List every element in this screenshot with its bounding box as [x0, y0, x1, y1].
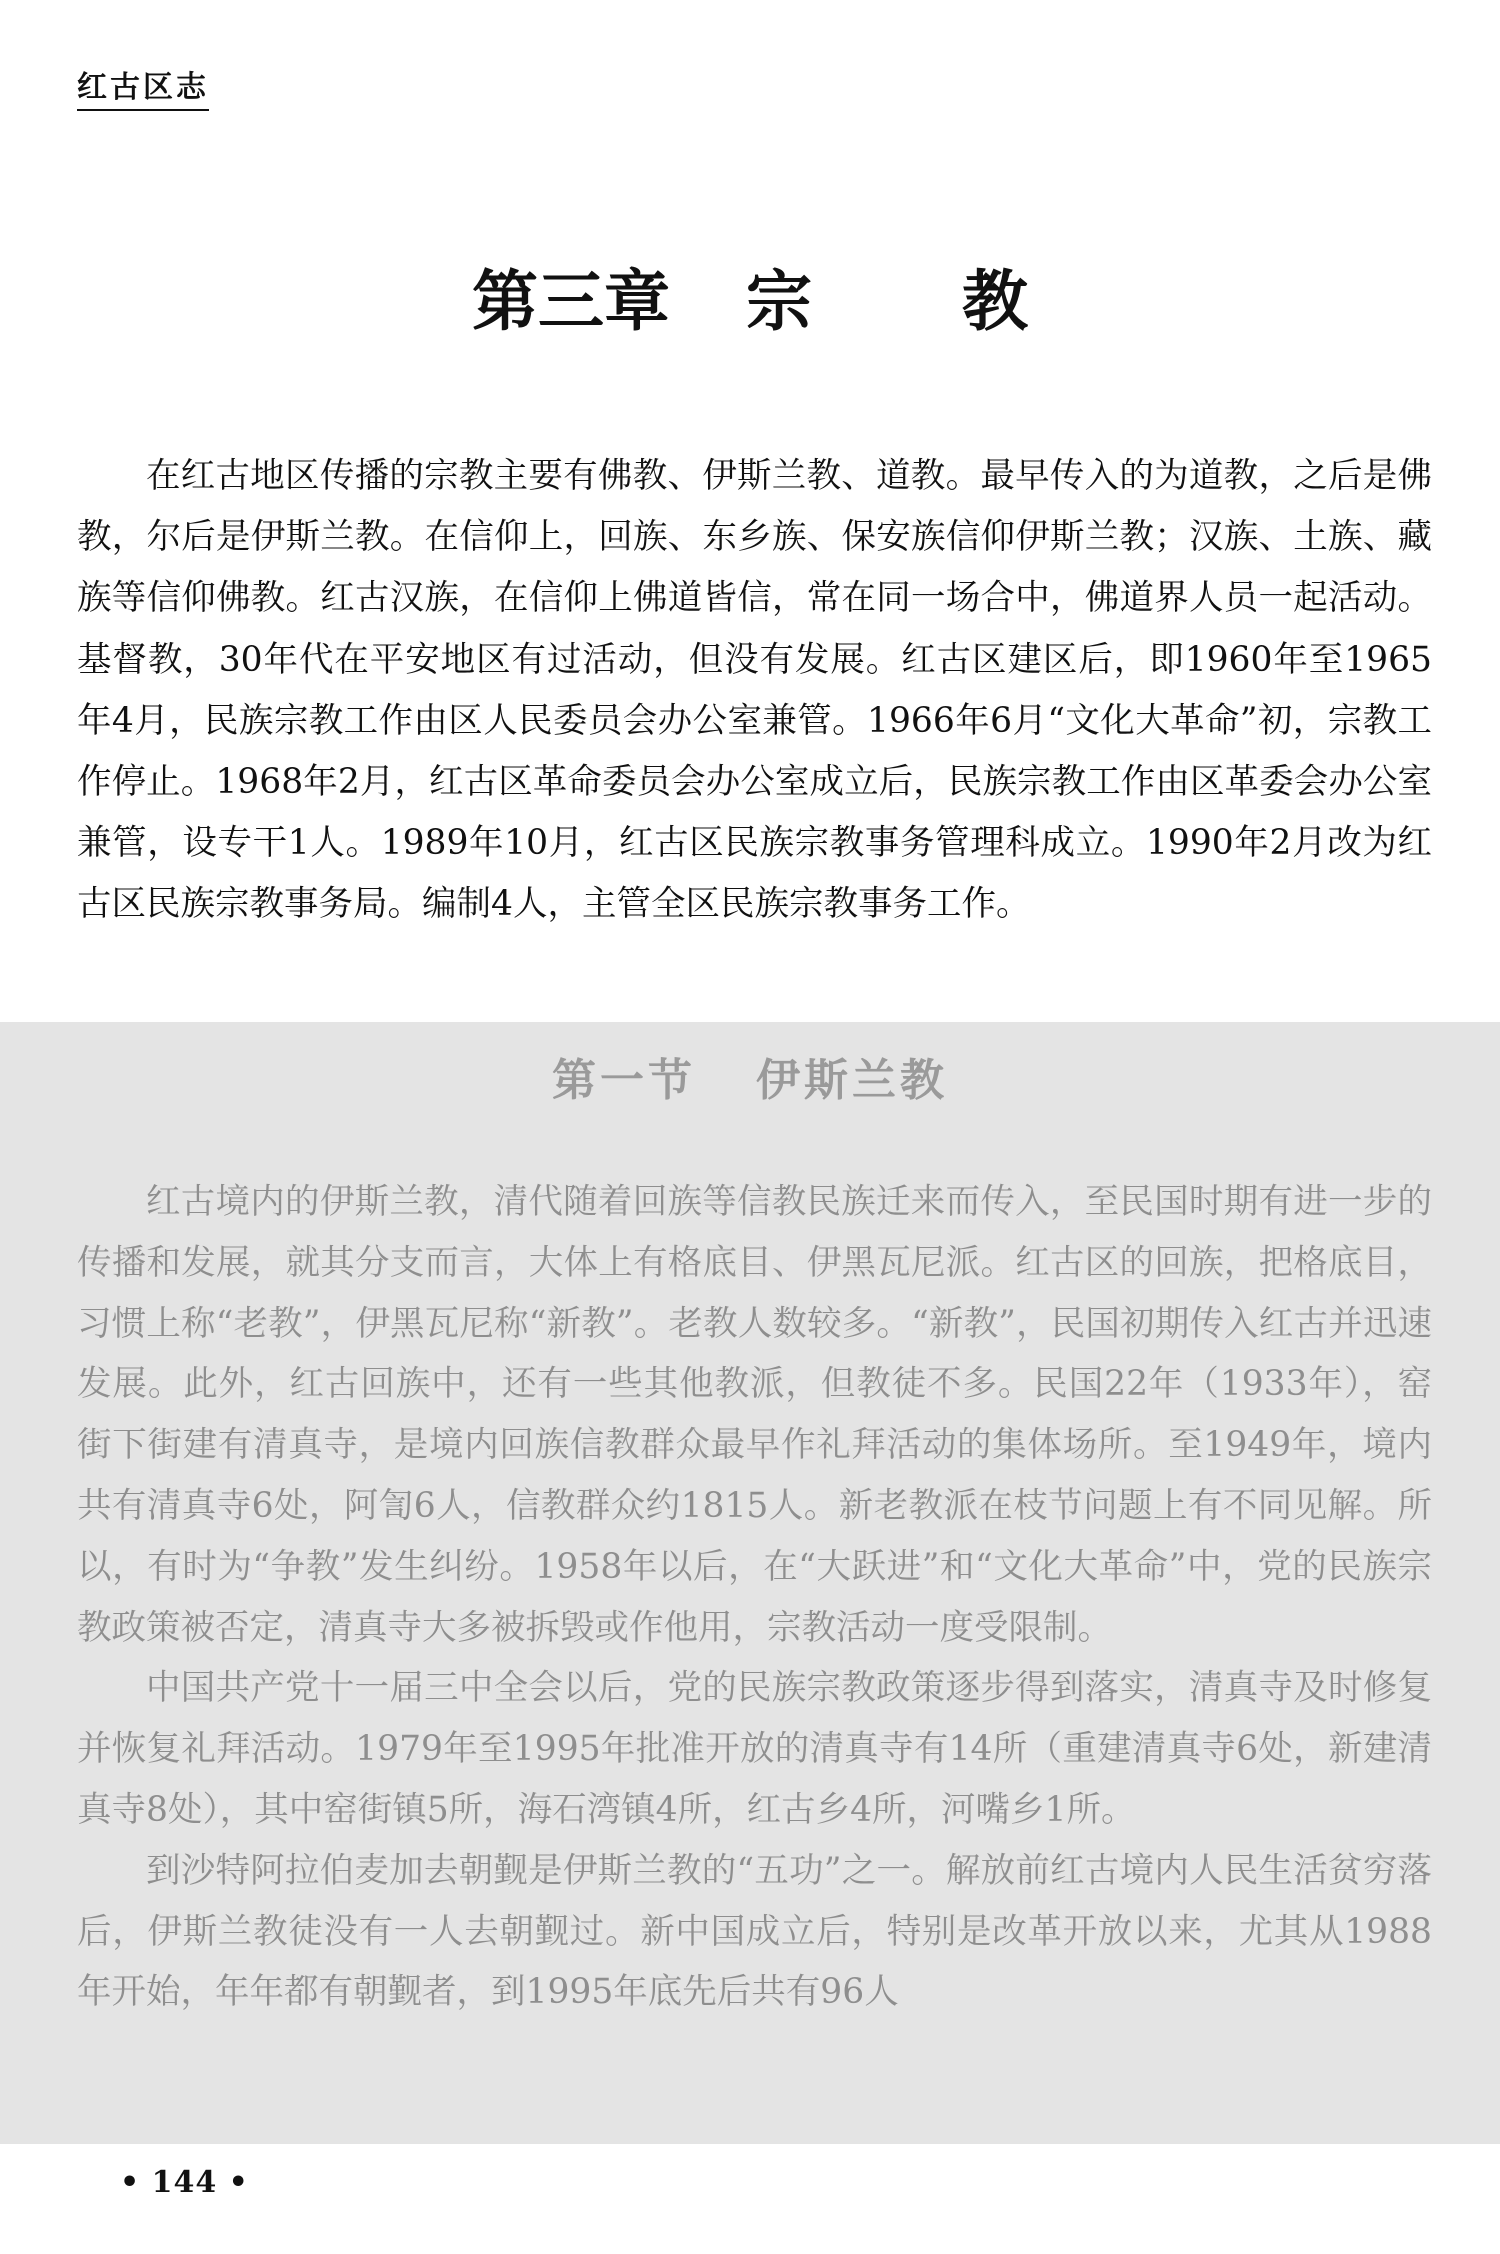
chapter-title-word-2: 教 — [962, 262, 1028, 340]
chapter-number: 第三章 — [472, 262, 670, 340]
section-paragraph: 红古境内的伊斯兰教，清代随着回族等信教民族迁来而传入，至民国时期有进一步的传播和发展，就其分支而言，大体上有格底目、伊黑瓦尼派。红古区的回族，把格底目，习惯上称“老教”，伊黑瓦尼称“新教”。老教人数较多。“新教”，民国初期传入红古并迅速发展。此外，红古回族中，还有一些其他教派，但教徒不多。民国22年（1933年），窑街下街建有清真寺，是境内回族信教群众最早作礼拜活动的集体场所。至1949年，境内共有清真寺6处，阿訇6人，信教群众约1815人。新老教派在枝节问题上有不同见解。所以，有时为“争教”发生纠纷。1958年以后，在“大跃进”和“文化大革命”中，党的民族宗教政策被否定，清真寺大多被拆毁或作他用，宗教活动一度受限制。 — [77, 1182, 1432, 1648]
page-number: • 144 • — [120, 2165, 249, 2200]
section-title — [0, 1052, 1500, 1109]
running-header: 红古区志 — [77, 70, 209, 111]
section-title-word: 伊斯兰教 — [756, 1055, 948, 1106]
section-paragraph: 到沙特阿拉伯麦加去朝觐是伊斯兰教的“五功”之一。解放前红古境内人民生活贫穷落后，伊斯兰教徒没有一人去朝觐过。新中国成立后，特别是改革开放以来，尤其从1988年开始，年年都有朝觐者，到1995年底先后共有96人 — [77, 1850, 1432, 2013]
section-number: 第一节 — [552, 1055, 696, 1106]
chapter-intro-paragraph: 在红古地区传播的宗教主要有佛教、伊斯兰教、道教。最早传入的为道教，之后是佛教，尔后是伊斯兰教。在信仰上，回族、东乡族、保安族信仰伊斯兰教；汉族、土族、藏族等信仰佛教。红古汉族，在信仰上佛道皆信，常在同一场合中，佛道界人员一起活动。基督教，30年代在平安地区有过活动，但没有发展。红古区建区后，即1960年至1965年4月，民族宗教工作由区人民委员会办公室兼管。1966年6月“文化大革命”初，宗教工作停止。1968年2月，红古区革命委员会办公室成立后，民族宗教工作由区革委会办公室兼管，设专干1人。1989年10月，红古区民族宗教事务管理科成立。1990年2月改为红古区民族宗教事务局。编制4人，主管全区民族宗教事务工作。 — [77, 456, 1432, 925]
section-paragraph: 中国共产党十一届三中全会以后，党的民族宗教政策逐步得到落实，清真寺及时修复并恢复礼拜活动。1979年至1995年批准开放的清真寺有14所（重建清真寺6处，新建清真寺8处），其中窑街镇5所，海石湾镇4所，红古乡4所，河嘴乡1所。 — [77, 1668, 1432, 1830]
section-body — [77, 1172, 1432, 2023]
chapter-title-word-1: 宗 — [746, 262, 812, 340]
chapter-title — [0, 262, 1500, 341]
